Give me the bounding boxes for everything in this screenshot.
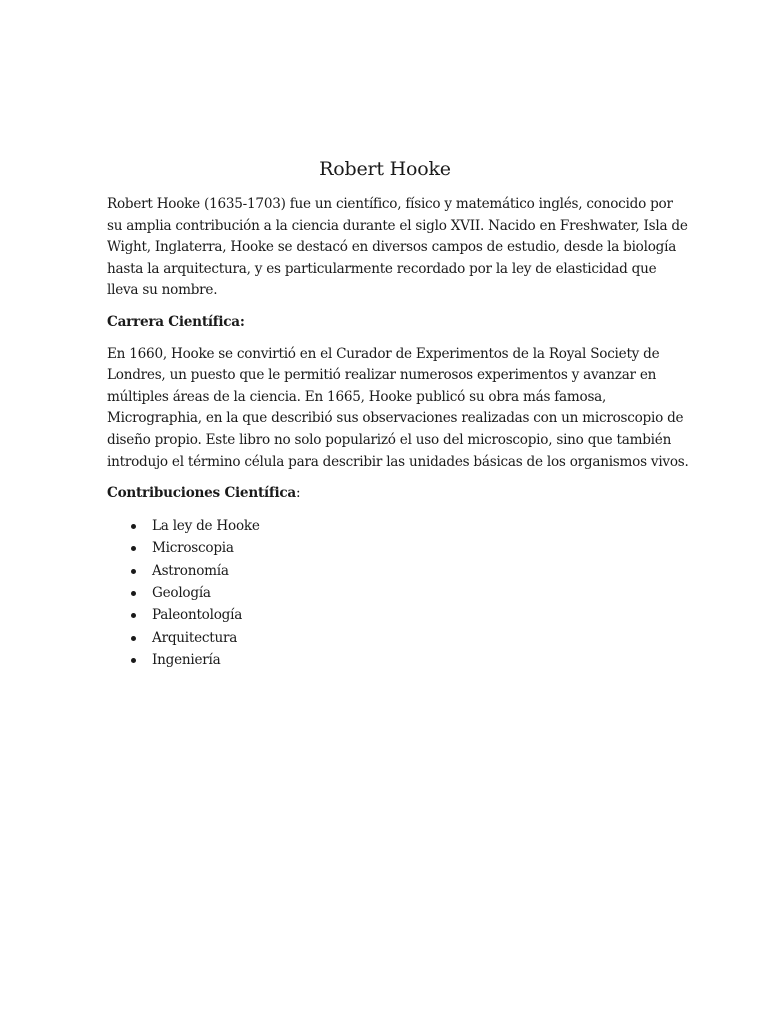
bullet-icon [131, 546, 136, 551]
intro-line: Wight, Inglaterra, Hooke se destacó en diversos campos de estudio, desde la biología [107, 239, 677, 256]
list-item [131, 515, 663, 537]
list-item-label: Ingeniería [152, 652, 221, 669]
bullet-icon [131, 591, 136, 596]
document-page [107, 156, 689, 672]
career-line: múltiples áreas de la ciencia. En 1665, Hooke publicó su obra más famosa, [107, 388, 607, 405]
intro-paragraph [107, 194, 688, 302]
list-item-label: Astronomía [152, 562, 229, 579]
career-line: Micrographia, en la que describió sus observaciones realizadas con un microscopio de [107, 410, 684, 427]
intro-line: su amplia contribución a la ciencia durante el siglo XVII. Nacido en Freshwater, Isla de [107, 217, 688, 234]
career-line: introdujo el término célula para describir las unidades básicas de los organismos vivos. [107, 453, 689, 470]
intro-line: lleva su nombre. [107, 282, 218, 299]
career-heading: Carrera Científica: [107, 313, 245, 330]
intro-line: Robert Hooke (1635-1703) fue un científico, físico y matemático inglés, conocido por [107, 196, 673, 212]
career-line: diseño propio. Este libro no solo popularizó el uso del microscopio, sino que también [107, 431, 672, 448]
list-item-label: Geología [152, 584, 211, 601]
list-item-label: La ley de Hooke [152, 517, 260, 534]
list-item [131, 560, 663, 582]
career-line: En 1660, Hooke se convirtió en el Curador de Experimentos de la Royal Society de [107, 345, 660, 362]
contributions-heading-colon: : [296, 485, 301, 502]
list-item [131, 537, 663, 559]
list-item [131, 582, 663, 604]
contributions-list [107, 515, 663, 672]
bullet-icon [131, 613, 136, 618]
list-item [131, 627, 663, 649]
career-paragraph [107, 344, 689, 474]
list-item-label: Microscopia [152, 540, 234, 557]
list-item [131, 649, 663, 671]
bullet-icon [131, 658, 136, 663]
career-line: Londres, un puesto que le permitió realizar numerosos experimentos y avanzar en [107, 367, 657, 384]
bullet-icon [131, 636, 136, 641]
contributions-heading [107, 483, 663, 505]
document-title: Robert Hooke [319, 158, 451, 180]
list-item [131, 604, 663, 626]
bullet-icon [131, 524, 136, 529]
contributions-heading-text: Contribuciones Científica [107, 485, 296, 502]
list-item-label: Paleontología [152, 607, 243, 624]
list-item-label: Arquitectura [152, 629, 238, 646]
intro-line: hasta la arquitectura, y es particularmente recordado por la ley de elasticidad que [107, 260, 657, 277]
bullet-icon [131, 569, 136, 574]
